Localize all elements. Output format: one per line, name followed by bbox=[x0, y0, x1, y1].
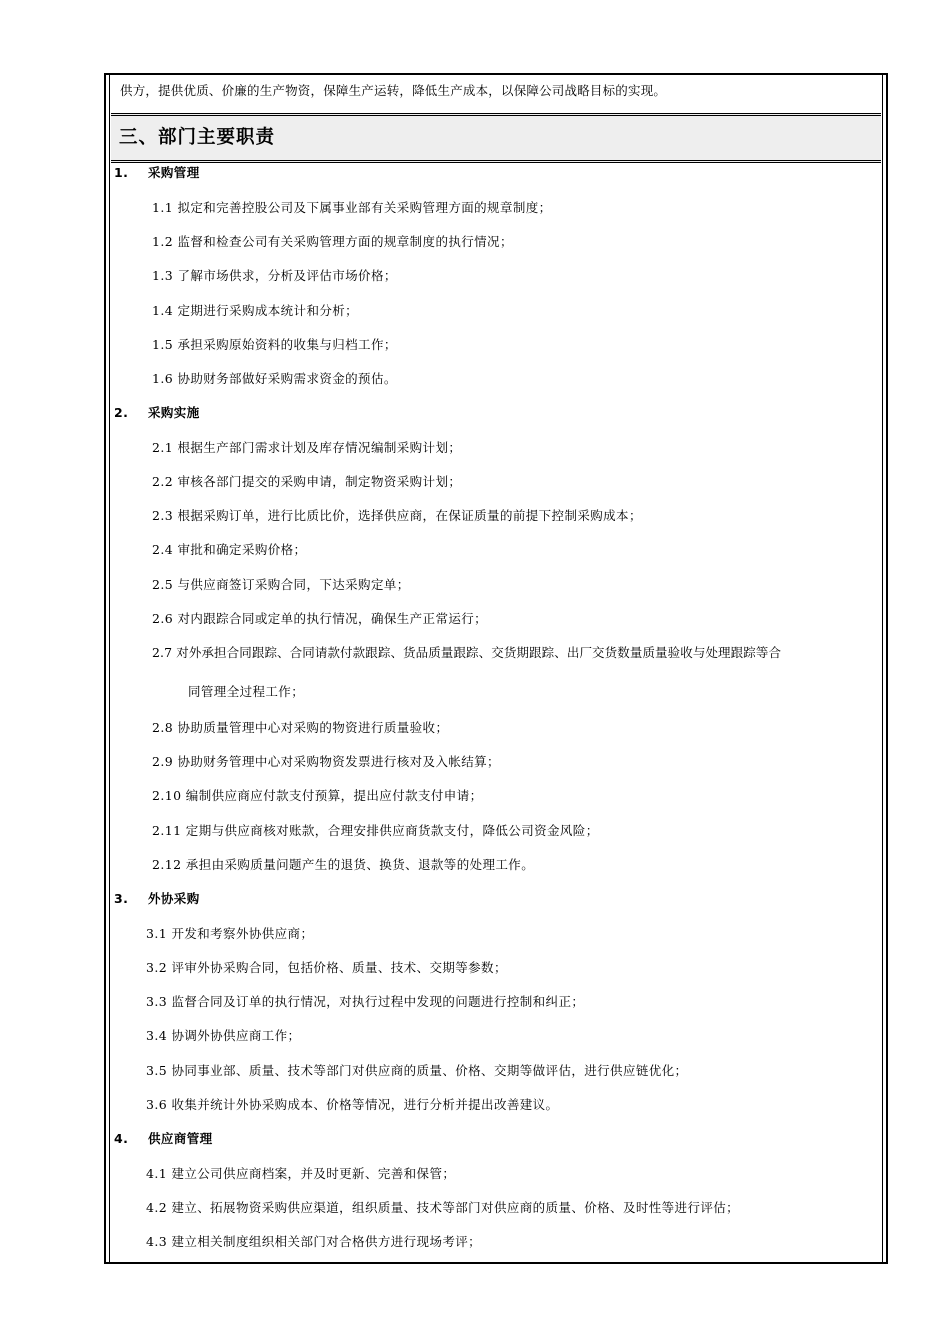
list-item: 3.1 开发和考察外协供应商； bbox=[146, 926, 314, 941]
group-heading: 2. 采购实施 bbox=[114, 405, 200, 420]
group-heading: 1. 采购管理 bbox=[114, 165, 200, 180]
list-item: 1.5 承担采购原始资料的收集与归档工作； bbox=[152, 337, 397, 352]
list-item: 4.2 建立、拓展物资采购供应渠道，组织质量、技术等部门对供应商的质量、价格、及时性等进行评估； bbox=[146, 1200, 740, 1215]
list-item: 2.3 根据采购订单，进行比质比价，选择供应商，在保证质量的前提下控制采购成本； bbox=[152, 508, 642, 523]
list-item-continuation: 同管理全过程工作； bbox=[188, 684, 305, 699]
list-item: 1.6 协助财务部做好采购需求资金的预估。 bbox=[152, 371, 397, 386]
list-item: 2.9 协助财务管理中心对采购物资发票进行核对及入帐结算； bbox=[152, 754, 500, 769]
list-item: 2.2 审核各部门提交的采购申请，制定物资采购计划； bbox=[152, 474, 462, 489]
list-item: 2.6 对内跟踪合同或定单的执行情况，确保生产正常运行； bbox=[152, 611, 488, 626]
list-item: 4.3 建立相关制度组织相关部门对合格供方进行现场考评； bbox=[146, 1234, 482, 1249]
list-item: 2.10 编制供应商应付款支付预算，提出应付款支付申请； bbox=[152, 788, 483, 803]
list-item: 1.2 监督和检查公司有关采购管理方面的规章制度的执行情况； bbox=[152, 234, 513, 249]
list-item: 4.1 建立公司供应商档案，并及时更新、完善和保管； bbox=[146, 1166, 456, 1181]
list-item: 2.5 与供应商签订采购合同，下达采购定单； bbox=[152, 577, 410, 592]
list-item: 1.3 了解市场供求，分析及评估市场价格； bbox=[152, 268, 397, 283]
group-heading: 4. 供应商管理 bbox=[114, 1131, 213, 1146]
list-item: 3.5 协同事业部、质量、技术等部门对供应商的质量、价格、交期等做评估，进行供应链优化； bbox=[146, 1063, 688, 1078]
list-item: 2.4 审批和确定采购价格； bbox=[152, 542, 307, 557]
list-item: 3.6 收集并统计外协采购成本、价格等情况，进行分析并提出改善建议。 bbox=[146, 1097, 559, 1112]
group-heading: 3. 外协采购 bbox=[114, 891, 200, 906]
list-item: 3.3 监督合同及订单的执行情况，对执行过程中发现的问题进行控制和纠正； bbox=[146, 994, 585, 1009]
section-header-band bbox=[111, 113, 881, 163]
list-item: 2.11 定期与供应商核对账款，合理安排供应商货款支付，降低公司资金风险； bbox=[152, 823, 599, 838]
list-item: 2.7 对外承担合同跟踪、合同请款付款跟踪、货品质量跟踪、交货期跟踪、出厂交货数量质量验收与处理跟踪等合 bbox=[152, 645, 782, 660]
list-item: 1.4 定期进行采购成本统计和分析； bbox=[152, 303, 359, 318]
list-item: 2.8 协助质量管理中心对采购的物资进行质量验收； bbox=[152, 720, 449, 735]
document-frame bbox=[104, 73, 888, 1264]
list-item: 3.4 协调外协供应商工作； bbox=[146, 1028, 301, 1043]
list-item: 1.1 拟定和完善控股公司及下属事业部有关采购管理方面的规章制度； bbox=[152, 200, 552, 215]
intro-text: 供方，提供优质、价廉的生产物资，保障生产运转，降低生产成本，以保障公司战略目标的实现。 bbox=[120, 83, 667, 98]
list-item: 2.1 根据生产部门需求计划及库存情况编制采购计划； bbox=[152, 440, 462, 455]
section-title: 三、部门主要职责 bbox=[119, 127, 276, 148]
list-item: 2.12 承担由采购质量问题产生的退货、换货、退款等的处理工作。 bbox=[152, 857, 535, 872]
list-item: 3.2 评审外协采购合同，包括价格、质量、技术、交期等参数； bbox=[146, 960, 507, 975]
